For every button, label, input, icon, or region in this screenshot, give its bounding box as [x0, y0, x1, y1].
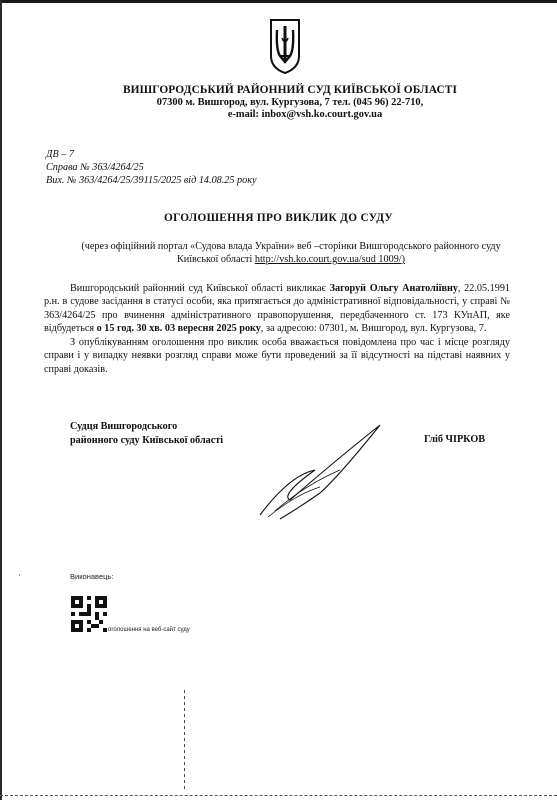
trident-coat-of-arms-icon [268, 16, 302, 76]
scan-artifact-line [184, 690, 185, 790]
court-email: e-mail: inbox@vsh.ko.court.gov.ua [227, 109, 383, 120]
summons-intro: Вишгородський районний суд Київської області викликає [70, 283, 330, 294]
executor-label: Виконавець: [70, 572, 114, 581]
judge-name: Гліб ЧІРКОВ [424, 434, 486, 445]
court-address: 07300 м. Вишгород, вул. Кургузова, 7 тел. (045 96) 22-710, [156, 97, 424, 108]
handwritten-signature [220, 415, 420, 525]
court-name: ВИШГОРОДСЬКИЙ РАЙОННИЙ СУД КИЇВСЬКОЇ ОБЛАСТІ [122, 84, 458, 96]
notice-title: ОГОЛОШЕННЯ ПРО ВИКЛИК ДО СУДУ [163, 212, 394, 224]
hearing-datetime: о 15 год. 30 хв. 03 вересня 2025 року [96, 322, 261, 334]
qr-caption: оголошення на веб-сайт суду [108, 627, 190, 633]
judge-title-line2: районного суду Київської області [70, 434, 224, 446]
summons-details: , 22.05.1991 р.н. в судове засідання в статусі особи, яка притягається до адміністративної відповідальності, у справі № 363/4264/25 про вчинення адміністративного правопорушення, передбаченного ст. 173 КУпАП, яке відбудеться [44, 283, 511, 334]
summoned-person-name: Загоруй Ольгу Анатоліївну [329, 283, 458, 294]
notice-subtitle [76, 240, 506, 266]
ref-dv: ДВ – 7 [46, 149, 74, 160]
notice-body [44, 282, 510, 377]
paragraph-consequences: З опублікуванням оголошення про виклик особа вважається повідомлена про час і місце розгляду справи і у випадку неявки розгляд справи може бути проведений за її відсутності на підставі наявних у справі доказів. [44, 337, 510, 375]
judge-title [70, 420, 223, 447]
scan-edge-left [0, 0, 2, 800]
paragraph-summons [44, 282, 510, 335]
court-website-link[interactable]: http://vsh.ko.court.gov.ua/sud 1009/) [254, 254, 406, 265]
ref-outgoing-number: Вих. № 363/4264/25/39115/2025 від 14.08.25 року [46, 175, 257, 186]
summons-address: , за адресою: 07301, м. Вишгород, вул. Кургузова, 7. [260, 322, 487, 334]
ref-case-number: Справа № 363/4264/25 [46, 162, 144, 173]
scan-edge-bottom [0, 795, 557, 796]
scan-edge-top [0, 0, 557, 3]
qr-code-icon [71, 596, 107, 632]
margin-mark: · [18, 570, 21, 580]
case-references [46, 148, 257, 187]
letterhead [60, 80, 520, 120]
subtitle-text: (через офіційний портал «Судова влада України» веб –сторінки Вишгородського районного суду Київської області [81, 241, 501, 265]
judge-title-line1: Судця Вишгородського [70, 421, 178, 432]
